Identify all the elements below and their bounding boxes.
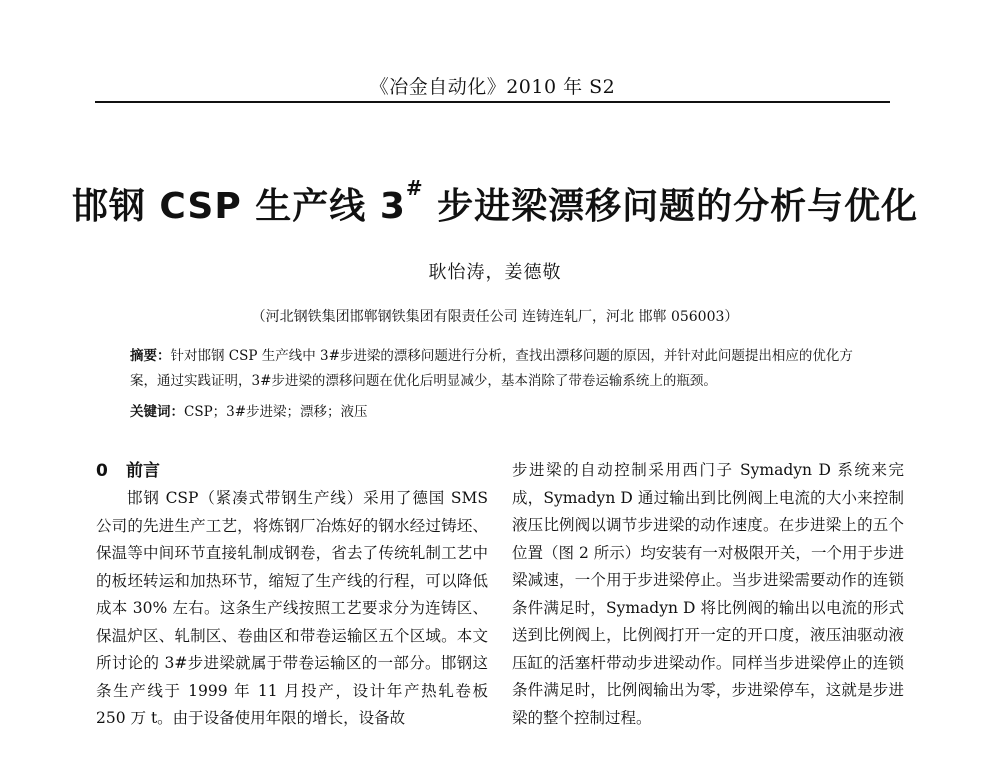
control-paragraph: 步进梁的自动控制采用西门子 Symadyn D 系统来完成，Symadyn D 通过输出到比例阀上电流的大小来控制液压比例阀以调节步进梁的动作速度。在步进梁上的五个位置（图 2 所示）均安装有一对极限开关，一个用于步进梁减速，一个用于步进梁停止。当步进梁需要动作的连锁条件满足时，Symadyn D 将比例阀的输出以电流的形式送到比例阀上，比例阀打开一定的开口度，液压油驱动液压缸的活塞杆带动步进梁动作。同样当步进梁停止的连锁条件满足时，比例阀输出为零，步进梁停车，这就是步进梁的整个控制过程。 <box>512 461 904 727</box>
abstract-label: 摘要： <box>130 348 171 364</box>
section-heading <box>96 458 488 485</box>
section-title: 前言 <box>126 461 160 481</box>
affiliation: （河北钢铁集团邯郸钢铁集团有限责任公司 连铸连轧厂，河北 邯郸 056003） <box>251 309 739 325</box>
paper-title <box>60 178 930 229</box>
section-number: 0 <box>96 461 108 481</box>
intro-paragraph: 邯钢 CSP（紧凑式带钢生产线）采用了德国 SMS 公司的先进生产工艺，将炼钢厂冶炼好的钢水经过铸坯、保温等中间环节直接轧制成钢卷，省去了传统轧制工艺中的板坯转运和加热环节，缩短了生产线的行程，可以降低成本 30% 左右。这条生产线按照工艺要求分为连铸区、保温炉区、轧制区、卷曲区和带卷运输区五个区域。本文所讨论的 3#步进梁就属于带卷运输区的一部分。邯钢这条生产线于 1999 年 11 月投产，设计年产热轧卷板 250 万 t。由于设备使用年限的增长，设备故 <box>96 489 488 727</box>
right-column <box>512 457 904 732</box>
title-part-1: 邯钢 CSP 生产线 3 <box>71 186 406 227</box>
title-superscript: # <box>405 176 424 200</box>
title-part-2: 步进梁漂移问题的分析与优化 <box>423 186 919 227</box>
abstract <box>130 344 870 394</box>
keywords <box>130 402 870 422</box>
authors: 耿怡涛，姜德敬 <box>428 262 562 283</box>
header-rule <box>95 101 890 103</box>
left-column <box>96 458 488 733</box>
journal-header: 《冶金自动化》2010 年 S2 <box>369 76 616 98</box>
abstract-text: 针对邯钢 CSP 生产线中 3#步进梁的漂移问题进行分析，查找出漂移问题的原因，并针对此问题提出相应的优化方案，通过实践证明，3#步进梁的漂移问题在优化后明显减少，基本消除了带卷运输系统上的瓶颈。 <box>130 348 853 389</box>
keywords-label: 关键词： <box>130 404 184 420</box>
keywords-text: CSP；3#步进梁；漂移；液压 <box>184 404 368 420</box>
